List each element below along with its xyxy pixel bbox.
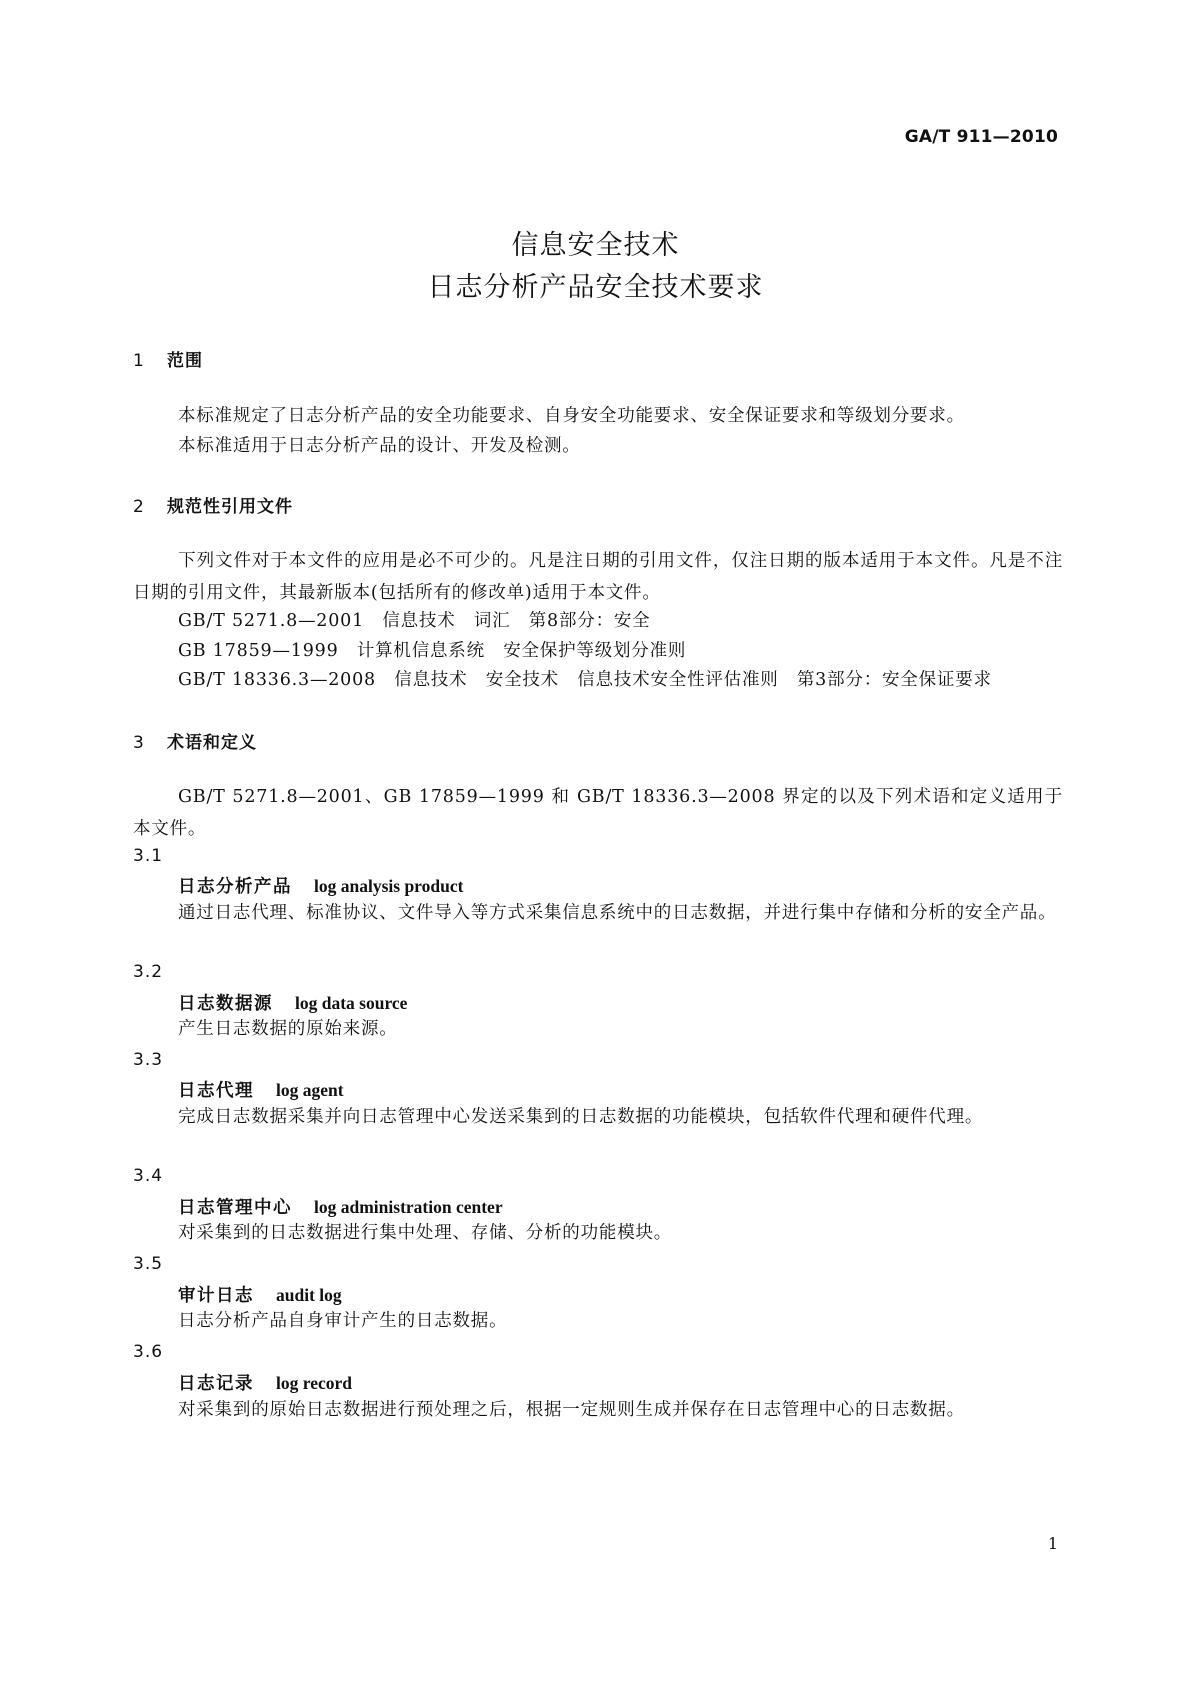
section-title: 规范性引用文件 — [167, 497, 293, 517]
term-number: 3.5 — [133, 1254, 164, 1274]
reference-item-2: GB 17859—1999 计算机信息系统 安全保护等级划分准则 — [178, 641, 687, 661]
term-title — [178, 1282, 342, 1307]
scope-paragraph-2: 本标准适用于日志分析产品的设计、开发及检测。 — [178, 436, 581, 456]
section-number: 2 — [133, 497, 145, 517]
section-title: 术语和定义 — [167, 733, 257, 753]
term-definition: 对采集到的原始日志数据进行预处理之后，根据一定规则生成并保存在日志管理中心的日志数据。 — [178, 1400, 965, 1420]
term-title — [178, 1194, 503, 1219]
term-en: log record — [276, 1373, 352, 1393]
section-number: 1 — [133, 351, 145, 371]
term-number: 3.6 — [133, 1342, 164, 1362]
term-en: log agent — [276, 1080, 344, 1100]
term-title — [178, 990, 407, 1015]
page-number: 1 — [1047, 1534, 1058, 1553]
term-en: log data source — [295, 993, 408, 1013]
section-number: 3 — [133, 733, 145, 753]
document-title-line2: 日志分析产品安全技术要求 — [427, 272, 764, 303]
term-number: 3.1 — [133, 846, 164, 866]
section-1-heading — [133, 346, 203, 371]
term-definition: 日志分析产品自身审计产生的日志数据。 — [178, 1311, 508, 1331]
section-3-heading — [133, 728, 257, 753]
term-en: audit log — [276, 1285, 342, 1305]
term-zh: 日志记录 — [178, 1374, 254, 1394]
section-title: 范围 — [167, 351, 203, 371]
reference-item-1: GB/T 5271.8—2001 信息技术 词汇 第8部分：安全 — [178, 611, 651, 631]
term-zh: 日志分析产品 — [178, 877, 292, 897]
term-title — [178, 873, 463, 898]
document-title-line1: 信息安全技术 — [511, 230, 680, 261]
term-zh: 审计日志 — [178, 1286, 254, 1306]
term-en: log analysis product — [314, 876, 464, 896]
term-definition: 完成日志数据采集并向日志管理中心发送采集到的日志数据的功能模块，包括软件代理和硬件代理。 — [178, 1107, 984, 1127]
term-zh: 日志管理中心 — [178, 1198, 292, 1218]
term-definition: 通过日志代理、标准协议、文件导入等方式采集信息系统中的日志数据，并进行集中存储和分析的安全产品。 — [178, 903, 1057, 923]
scope-paragraph-1: 本标准规定了日志分析产品的安全功能要求、自身安全功能要求、安全保证要求和等级划分要求。 — [178, 406, 965, 426]
term-number: 3.3 — [133, 1050, 164, 1070]
term-definition: 对采集到的日志数据进行集中处理、存储、分析的功能模块。 — [178, 1223, 673, 1243]
references-intro: 下列文件对于本文件的应用是必不可少的。凡是注日期的引用文件，仅注日期的版本适用于本文件。凡是不注日期的引用文件，其最新版本(包括所有的修改单)适用于本文件。 — [133, 551, 1063, 603]
term-definition: 产生日志数据的原始来源。 — [178, 1019, 398, 1039]
term-title — [178, 1370, 352, 1395]
reference-item-3: GB/T 18336.3—2008 信息技术 安全技术 信息技术安全性评估准则 第3部分：安全保证要求 — [178, 670, 992, 690]
standard-code: GA/T 911—2010 — [904, 127, 1058, 147]
term-zh: 日志数据源 — [178, 994, 273, 1014]
term-title — [178, 1077, 344, 1102]
term-number: 3.4 — [133, 1166, 164, 1186]
terms-intro: GB/T 5271.8—2001、GB 17859—1999 和 GB/T 18336.3—2008 界定的以及下列术语和定义适用于本文件。 — [133, 787, 1063, 839]
term-zh: 日志代理 — [178, 1081, 254, 1101]
section-2-heading — [133, 492, 293, 517]
term-number: 3.2 — [133, 962, 164, 982]
term-en: log administration center — [314, 1197, 503, 1217]
